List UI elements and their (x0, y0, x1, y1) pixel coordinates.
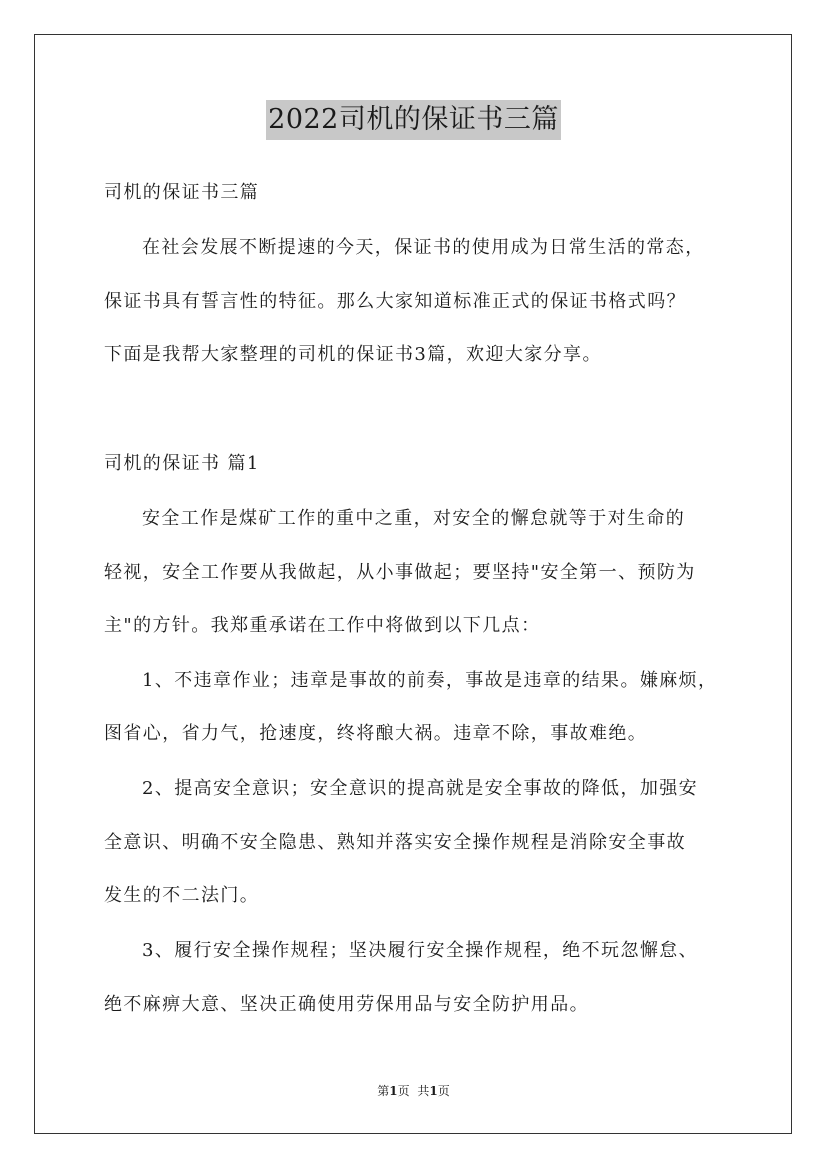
body-line-3: 主"的方针。我郑重承诺在工作中将做到以下几点： (104, 615, 541, 636)
document-title: 2022司机的保证书三篇 (266, 100, 561, 140)
intro-line-1: 在社会发展不断提速的今天，保证书的使用成为日常生活的常态， (142, 237, 705, 258)
page-footer (0, 1083, 827, 1099)
footer-total-number: 1 (429, 1084, 438, 1098)
footer-page-number: 1 (389, 1084, 398, 1098)
intro-line-2: 保证书具有誓言性的特征。那么大家知道标准正式的保证书格式吗？ (104, 291, 686, 312)
body-line-4: 1、不违章作业；违章是事故的前奏，事故是违章的结果。嫌麻烦， (142, 670, 718, 691)
footer-total-suffix: 页 (437, 1084, 450, 1098)
footer-page-prefix: 第 (377, 1084, 390, 1098)
body-line-7: 全意识、明确不安全隐患、熟知并落实安全操作规程是消除安全事故 (104, 832, 686, 853)
intro-line-3: 下面是我帮大家整理的司机的保证书3篇，欢迎大家分享。 (104, 344, 602, 365)
body-line-9: 3、履行安全操作规程；坚决履行安全操作规程，绝不玩忽懈怠、 (142, 940, 699, 961)
section-heading: 司机的保证书 篇1 (104, 453, 260, 474)
body-line-1: 安全工作是煤矿工作的重中之重，对安全的懈怠就等于对生命的 (142, 508, 686, 529)
body-line-8: 发生的不二法门。 (104, 885, 260, 906)
footer-page-suffix: 页 (397, 1084, 410, 1098)
title-container (0, 100, 827, 140)
body-line-5: 图省心，省力气，抢速度，终将酿大祸。违章不除，事故难绝。 (104, 723, 648, 744)
footer-total-prefix: 共 (417, 1084, 430, 1098)
body-line-10: 绝不麻痹大意、坚决正确使用劳保用品与安全防护用品。 (104, 994, 589, 1015)
body-line-2: 轻视，安全工作要从我做起，从小事做起；要坚持"安全第一、预防为 (104, 562, 696, 583)
body-line-6: 2、提高安全意识；安全意识的提高就是安全事故的降低，加强安 (142, 778, 699, 799)
document-subtitle: 司机的保证书三篇 (104, 182, 260, 203)
